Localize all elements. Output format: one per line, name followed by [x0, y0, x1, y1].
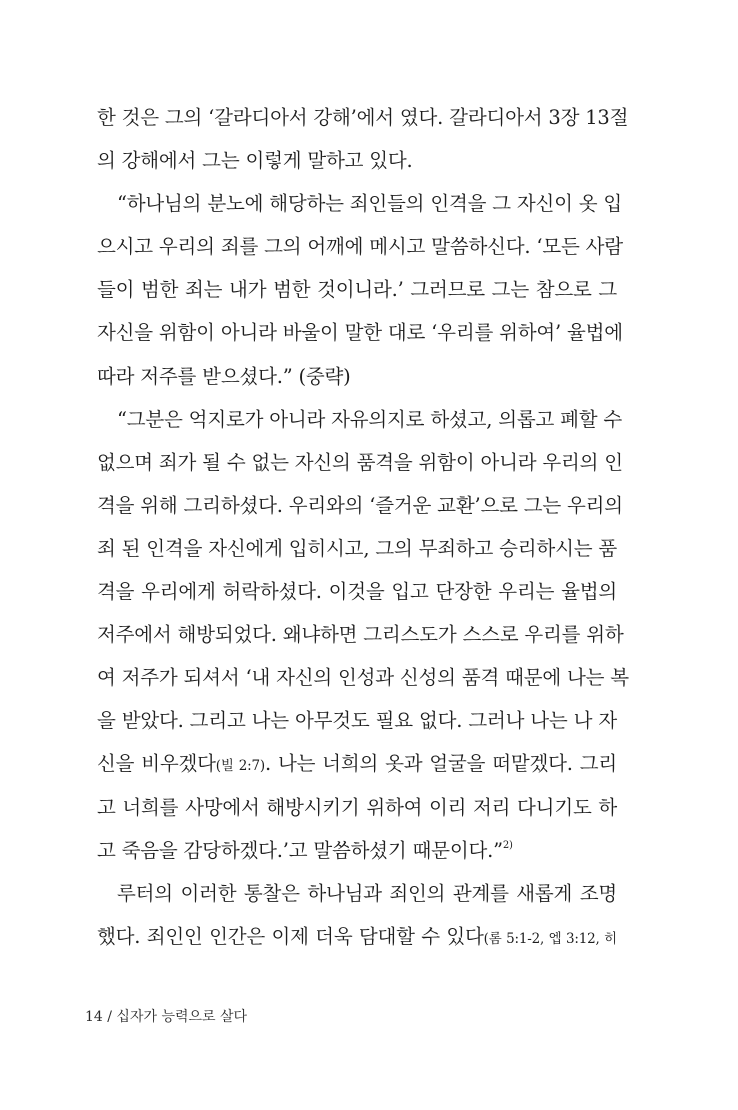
quote-paragraph-line: “그분은 억지로가 아니라 자유의지로 하셨고, 의롭고 폐할 수	[117, 407, 623, 431]
text-line: 을 받았다. 그리고 나는 아무것도 필요 없다. 그러나 나는 나 자	[97, 709, 617, 733]
footnote-marker: 2)	[502, 839, 513, 851]
text-line	[97, 915, 617, 958]
text-span: 고 죽음을 감당하겠다.’고 말씀하셨기 때문이다.”	[97, 838, 503, 862]
paragraph-line: 루터의 이러한 통찰은 하나님과 죄인의 관계를 새롭게 조명	[117, 881, 617, 905]
text-line: 고 너희를 사망에서 해방시키기 위하여 이리 저리 다니기도 하	[97, 795, 617, 819]
text-span: 했다. 죄인인 인간은 이제 더욱 담대할 수 있다	[97, 924, 484, 948]
text-line: 한 것은 그의 ‘갈라디아서 강해’에서 였다. 갈라디아서 3장 13절	[97, 106, 629, 129]
quote-paragraph-line: “하나님의 분노에 해당하는 죄인들의 인격을 그 자신이 옷 입	[117, 192, 623, 216]
text-span: 신을 비우겠다	[97, 752, 216, 776]
text-line: 격을 위해 그리하셨다. 우리와의 ‘즐거운 교환’으로 그는 우리의	[97, 493, 623, 517]
page-footer: 14 / 십자가 능력으로 살다	[85, 1009, 248, 1025]
text-line: 으시고 우리의 죄를 그의 어깨에 메시고 말씀하신다. ‘모든 사람	[97, 235, 623, 259]
text-line: 없으며 죄가 될 수 없는 자신의 품격을 위함이 아니라 우리의 인	[97, 450, 623, 474]
text-line	[97, 742, 617, 785]
scripture-reference: (빌 2:7)	[215, 758, 265, 775]
text-line	[97, 829, 617, 872]
text-span: . 나는 너희의 옷과 얼굴을 떠맡겠다. 그리	[264, 752, 617, 776]
text-line: 따라 저주를 받으셨다.” (중략)	[97, 364, 351, 388]
text-line: 여 저주가 되셔서 ‘내 자신의 인성과 신성의 품격 때문에 나는 복	[97, 666, 629, 690]
text-line: 들이 범한 죄는 내가 범한 것이니라.’ 그러므로 그는 참으로 그	[97, 278, 617, 302]
text-line: 자신을 위함이 아니라 바울이 말한 대로 ‘우리를 위하여’ 율법에	[97, 321, 623, 345]
text-line: 격을 우리에게 허락하셨다. 이것을 입고 단장한 우리는 율법의	[97, 580, 617, 604]
text-line: 죄 된 인격을 자신에게 입히시고, 그의 무죄하고 승리하시는 품	[97, 536, 617, 560]
scripture-reference: (롬 5:1-2, 엡 3:12, 히	[483, 930, 617, 947]
body-text	[97, 96, 629, 958]
text-line: 의 강해에서 그는 이렇게 말하고 있다.	[97, 149, 413, 173]
text-line: 저주에서 해방되었다. 왜냐하면 그리스도가 스스로 우리를 위하	[97, 623, 624, 647]
